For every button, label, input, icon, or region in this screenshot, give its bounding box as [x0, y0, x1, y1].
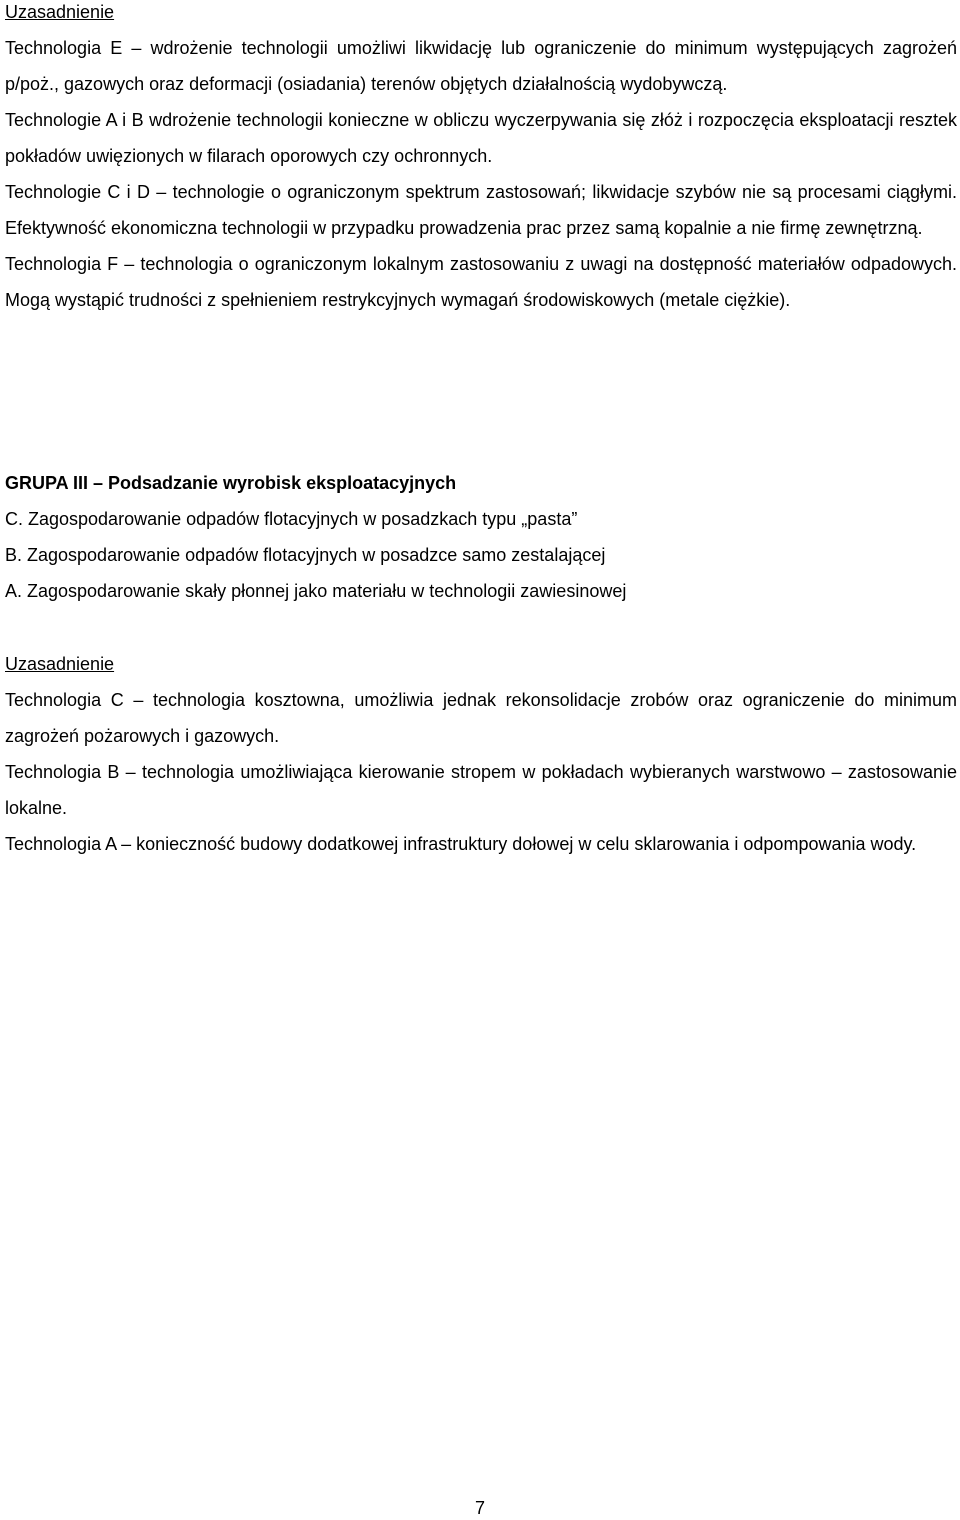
justification-section-1 — [5, 0, 957, 318]
paragraph: Technologia F – technologia o ograniczonym lokalnym zastosowaniu z uwagi na dostępność materiałów odpadowych. Mogą wystąpić trudności z spełnieniem restrykcyjnych wymagań środowiskowych (metale ciężkie). — [5, 254, 957, 310]
list-item: B. Zagospodarowanie odpadów flotacyjnych w posadzce samo zestalającej — [5, 545, 606, 565]
list-item: C. Zagospodarowanie odpadów flotacyjnych w posadzkach typu „pasta” — [5, 509, 578, 529]
section-heading: Uzasadnienie — [5, 2, 115, 22]
paragraph: Technologia B – technologia umożliwiająca kierowanie stropem w pokładach wybieranych warstwowo – zastosowanie lokalne. — [5, 762, 957, 818]
justification-section-2 — [5, 646, 957, 862]
group-iii-section — [5, 465, 957, 609]
page-number: 7 — [474, 1498, 485, 1518]
paragraph: Technologia E – wdrożenie technologii umożliwi likwidację lub ograniczenie do minimum występujących zagrożeń p/poż., gazowych oraz deformacji (osiadania) terenów objętych działalnością wydobywczą. — [5, 38, 957, 94]
paragraph: Technologie C i D – technologie o ograniczonym spektrum zastosowań; likwidacje szybów nie są procesami ciągłymi. Efektywność ekonomiczna technologii w przypadku prowadzenia prac przez samą kopalnie a nie firmę zewnętrzną. — [5, 182, 957, 238]
list-item: A. Zagospodarowanie skały płonnej jako materiału w technologii zawiesinowej — [5, 581, 627, 601]
paragraph: Technologie A i B wdrożenie technologii konieczne w obliczu wyczerpywania się złóż i rozpoczęcia eksploatacji resztek pokładów uwięzionych w filarach oporowych czy ochronnych. — [5, 110, 957, 166]
paragraph: Technologia C – technologia kosztowna, umożliwia jednak rekonsolidacje zrobów oraz ograniczenie do minimum zagrożeń pożarowych i gazowych. — [5, 690, 957, 746]
paragraph: Technologia A – konieczność budowy dodatkowej infrastruktury dołowej w celu sklarowania i odpompowania wody. — [5, 834, 917, 854]
group-title: GRUPA III – Podsadzanie wyrobisk eksploatacyjnych — [5, 473, 457, 493]
section-heading: Uzasadnienie — [5, 654, 115, 674]
